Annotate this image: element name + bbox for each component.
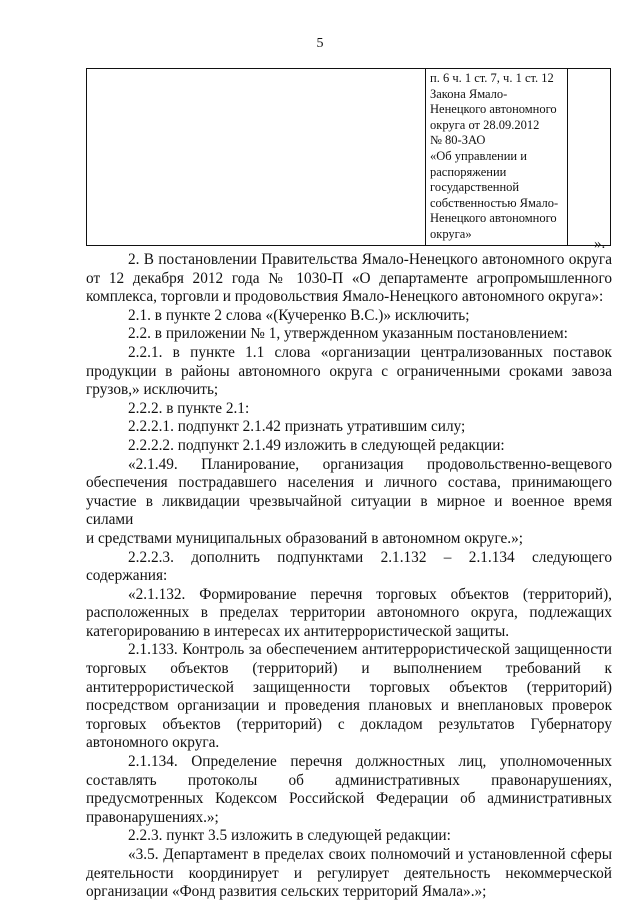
paragraph-line: 2.2.2.2. подпункт 2.1.49 изложить в следующей редакции: xyxy=(128,436,505,454)
legal-reference-cell xyxy=(426,69,568,246)
continuation-table xyxy=(86,68,611,246)
paragraph-line: категорированию в интересах их антитеррористической защиты. xyxy=(86,622,510,640)
paragraph-line: организации «Фонд развития сельских территорий Ямала».»; xyxy=(86,883,487,901)
paragraph-line: 2.2.2.1. подпункт 2.1.42 признать утратившим силу; xyxy=(128,418,466,436)
paragraph-line: антитеррористической защищенности торговых объектов (территорий) xyxy=(86,678,612,696)
ref-line: государственной xyxy=(430,180,520,195)
paragraph-line: 2. В постановлении Правительства Ямало-Ненецкого автономного округа xyxy=(128,251,612,268)
ref-line: Закона Ямало- xyxy=(430,86,508,101)
paragraph-line: участие в ликвидации чрезвычайной ситуации в мирное и военное время силами xyxy=(86,492,612,529)
table-cell-empty-1 xyxy=(87,69,426,246)
paragraph-line: «2.1.49. Планирование, организация продовольственно-вещевого xyxy=(128,455,612,473)
paragraph-line: «3.5. Департамент в пределах своих полномочий и установленной сферы xyxy=(128,846,612,863)
paragraph-line: посредством организации и проведения плановых и внеплановых проверок xyxy=(86,697,612,715)
paragraph-line: комплекса, торговли и продовольствия Ямало-Ненецкого автономного округа»: xyxy=(86,288,604,306)
ref-line: № 80-ЗАО xyxy=(430,133,486,148)
paragraph-line: от 12 декабря 2012 года № 1030-П «О департаменте агропромышленного xyxy=(86,269,612,287)
ref-line: Ненецкого автономного xyxy=(430,102,557,117)
table-cell-empty-2 xyxy=(568,69,611,246)
paragraph-line: 2.1.134. Определение перечня должностных лиц, уполномоченных xyxy=(128,753,612,771)
ref-line: распоряжении xyxy=(430,164,507,179)
paragraph-line: автономного округа. xyxy=(86,734,220,752)
ref-line: округа от 28.09.2012 xyxy=(430,117,540,132)
paragraph-line: и средствами муниципальных образований в автономном округе.»; xyxy=(86,529,524,547)
paragraph-line: 2.1. в пункте 2 слова «(Кучеренко В.С.)» исключить; xyxy=(128,306,470,324)
ref-line: п. 6 ч. 1 ст. 7, ч. 1 ст. 12 xyxy=(430,71,554,85)
paragraph-line: обеспечения пострадавшего населения и личного состава, принимающего xyxy=(86,474,612,492)
ref-line: Ненецкого автономного xyxy=(430,211,557,226)
document-body xyxy=(86,251,612,902)
paragraph-line: расположенных в пределах территории автономного округа, подлежащих xyxy=(86,604,612,622)
ref-line: округа» xyxy=(430,226,472,241)
ref-line: «Об управлении и xyxy=(430,148,527,163)
paragraph-line: 2.1.133. Контроль за обеспечением антитеррористической защищенности xyxy=(128,641,612,659)
paragraph-line: составлять протоколы об административных правонарушениях, xyxy=(86,771,612,789)
paragraph-line: правонарушениях.»; xyxy=(86,808,219,826)
ref-line: собственностью Ямало- xyxy=(430,195,559,210)
closing-quote: ». xyxy=(594,236,606,252)
page-number: 5 xyxy=(316,36,324,51)
paragraph-line: 2.2. в приложении № 1, утвержденном указанным постановлением: xyxy=(128,325,568,343)
paragraph-line: 2.2.3. пункт 3.5 изложить в следующей редакции: xyxy=(128,827,451,845)
paragraph-line: 2.2.2. в пункте 2.1: xyxy=(128,399,250,417)
paragraph-line: «2.1.132. Формирование перечня торговых объектов (территорий), xyxy=(128,585,612,603)
paragraph-line: торговых объектов (территорий) и выполнением требований к xyxy=(86,660,612,678)
paragraph-line: продукции в районы автономного округа с ограниченными сроками завоза xyxy=(86,362,612,380)
paragraph-line: 2.2.1. в пункте 1.1 слова «организации централизованных поставок xyxy=(128,343,612,361)
paragraph-line: 2.2.2.3. дополнить подпунктами 2.1.132 – 2.1.134 следующего содержания: xyxy=(86,548,612,585)
paragraph-line: предусмотренных Кодексом Российской Федерации об административных xyxy=(86,790,612,808)
paragraph-line: деятельности координирует и регулирует деятельность некоммерческой xyxy=(86,864,612,882)
paragraph-line: торговых объектов (территорий) с докладом результатов Губернатору xyxy=(86,715,612,733)
paragraph-line: грузов,» исключить; xyxy=(86,381,219,399)
